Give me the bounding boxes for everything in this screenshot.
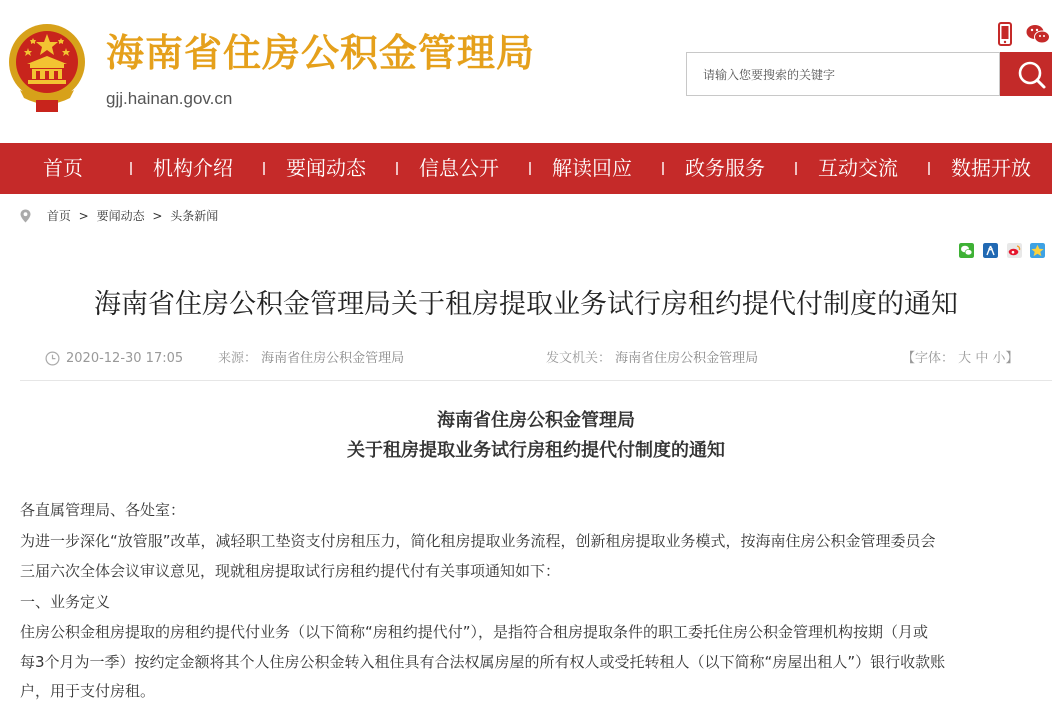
nav-item-news[interactable]: 要闻动态 <box>286 156 366 180</box>
font-size-label: 【字体： <box>902 351 955 366</box>
nav-item-interpretation[interactable]: 解读回应 <box>552 156 632 180</box>
paragraph-line: 每3个月为一季）按约定金额将其个人住房公积金转入租住具有合法权属房屋的所有权人或受托转租人（以下简称“房屋出租人”）银行收款账 <box>20 653 946 671</box>
source-label: 来源： <box>218 351 258 366</box>
wechat-share-icon[interactable] <box>959 243 974 258</box>
qzone-share-icon[interactable] <box>1030 243 1045 258</box>
main-nav <box>0 143 1052 194</box>
source-value: 海南省住房公积金管理局 <box>261 351 405 366</box>
font-size-control <box>902 348 1019 370</box>
search-input[interactable] <box>701 53 995 97</box>
breadcrumb-news[interactable]: 要闻动态 <box>96 208 145 223</box>
breadcrumb <box>20 206 218 224</box>
national-emblem-icon <box>6 20 88 114</box>
article-title: 海南省住房公积金管理局关于租房提取业务试行房租约提代付制度的通知 <box>94 289 958 320</box>
nav-item-gov-services[interactable]: 政务服务 <box>685 156 765 180</box>
paragraph-line: 户，用于支付房租。 <box>20 682 156 700</box>
renren-share-icon[interactable] <box>983 243 998 258</box>
issuer-info <box>546 348 758 370</box>
issuer-value: 海南省住房公积金管理局 <box>615 351 759 366</box>
search-box <box>686 52 1000 96</box>
nav-separator <box>263 162 265 175</box>
nav-separator <box>928 162 930 175</box>
breadcrumb-separator: > <box>152 208 163 223</box>
wechat-icon[interactable] <box>1026 24 1050 44</box>
paragraph-salutation: 各直属管理局、各处室： <box>20 501 186 519</box>
nav-item-open-data[interactable]: 数据开放 <box>951 156 1031 180</box>
breadcrumb-separator: > <box>78 208 89 223</box>
publish-date: 2020-12-30 17:05 <box>66 351 184 366</box>
meta-divider <box>20 380 1052 381</box>
breadcrumb-home[interactable]: 首页 <box>46 208 71 223</box>
font-size-small-button[interactable]: 小 <box>992 351 1006 366</box>
nav-item-home[interactable]: 首页 <box>43 156 83 180</box>
nav-item-info-disclosure[interactable]: 信息公开 <box>419 156 499 180</box>
site-title[interactable]: 海南省住房公积金管理局 <box>106 31 536 75</box>
source-info <box>218 348 404 370</box>
font-size-close-bracket: 】 <box>1005 351 1019 366</box>
location-pin-icon <box>20 209 31 223</box>
clock-icon <box>45 351 60 366</box>
paragraph-line: 三届六次全体会议审议意见，现就租房提取试行房租约提代付有关事项通知如下： <box>20 562 561 580</box>
section-heading: 一、业务定义 <box>20 593 111 611</box>
nav-item-about[interactable]: 机构介绍 <box>153 156 233 180</box>
mobile-icon[interactable] <box>998 22 1012 46</box>
nav-separator <box>130 162 132 175</box>
search-button[interactable] <box>1000 52 1052 96</box>
nav-item-interaction[interactable]: 互动交流 <box>818 156 898 180</box>
paragraph-line: 住房公积金租房提取的房租约提代付业务（以下简称“房租约提代付”），是指符合租房提取条件的职工委托住房公积金管理机构按期（月或 <box>20 623 929 641</box>
nav-separator <box>662 162 664 175</box>
site-header <box>0 0 1052 143</box>
doc-heading-line2: 关于租房提取业务试行房租约提代付制度的通知 <box>347 440 725 461</box>
breadcrumb-headlines[interactable]: 头条新闻 <box>170 208 219 223</box>
doc-heading-line1: 海南省住房公积金管理局 <box>437 410 635 431</box>
site-domain: gjj.hainan.gov.cn <box>106 89 233 108</box>
paragraph-line: 为进一步深化“放管服”改革，减轻职工垫资支付房租压力，简化租房提取业务流程，创新租房提取业务模式，按海南住房公积金管理委员会 <box>20 532 936 550</box>
nav-separator <box>396 162 398 175</box>
issuer-label: 发文机关： <box>546 351 612 366</box>
search-icon <box>1006 53 1052 97</box>
font-size-large-button[interactable]: 大 <box>958 351 972 366</box>
weibo-share-icon[interactable] <box>1007 243 1022 258</box>
nav-separator <box>529 162 531 175</box>
nav-separator <box>795 162 797 175</box>
font-size-medium-button[interactable]: 中 <box>975 351 989 366</box>
